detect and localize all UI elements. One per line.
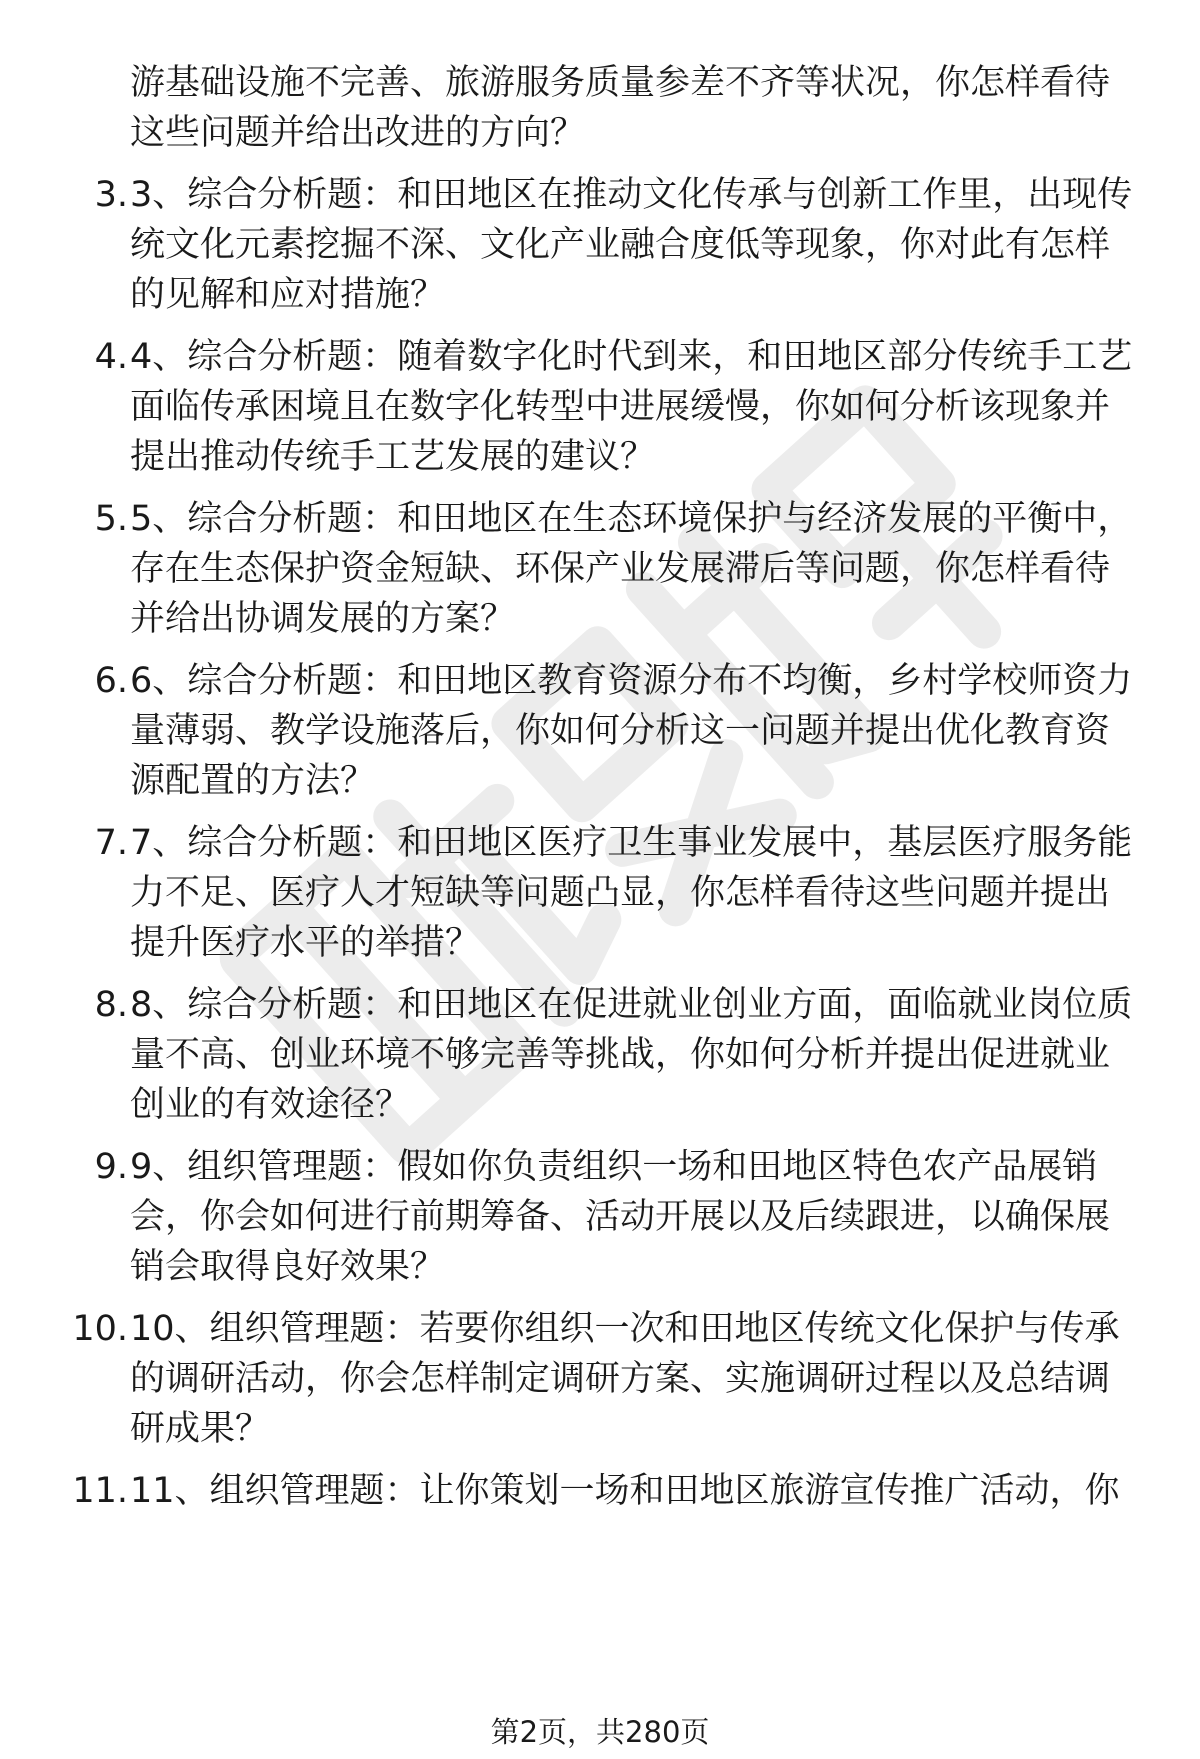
question-text: 8、综合分析题：和田地区在促进就业创业方面，面临就业岗位质量不高、创业环境不够完善等挑战，你如何分析并提出促进就业创业的有效途径？ [130,985,1133,1125]
question-text: 10、组织管理题：若要你组织一次和田地区传统文化保护与传承的调研活动，你会怎样制定调研方案、实施调研过程以及总结调研成果？ [130,1309,1120,1449]
page-footer: 第2页，共280页 [490,1715,710,1749]
question-text: 4、综合分析题：随着数字化时代到来，和田地区部分传统手工艺面临传承困境且在数字化转型中进展缓慢，你如何分析该现象并提出推动传统手工艺发展的建议？ [130,337,1133,477]
question-text: 7、综合分析题：和田地区医疗卫生事业发展中，基层医疗服务能力不足、医疗人才短缺等问题凸显，你怎样看待这些问题并提出提升医疗水平的举措？ [130,823,1133,963]
question-number: 3. [94,175,128,215]
question-number: 4. [94,337,128,377]
question-text: 6、综合分析题：和田地区教育资源分布不均衡，乡村学校师资力量薄弱、教学设施落后，你如何分析这一问题并提出优化教育资源配置的方法？ [130,661,1133,801]
question-text: 9、组织管理题：假如你负责组织一场和田地区特色农产品展销会，你会如何进行前期筹备、活动开展以及后续跟进，以确保展销会取得良好效果？ [130,1147,1111,1287]
question-number: 8. [94,985,128,1025]
question-continuation-text: 游基础设施不完善、旅游服务质量参差不齐等状况，你怎样看待这些问题并给出改进的方向？ [130,63,1111,153]
question-text: 11、组织管理题：让你策划一场和田地区旅游宣传推广活动，你 [130,1471,1120,1511]
question-number: 6. [94,661,128,701]
question-number: 9. [94,1147,128,1187]
question-text: 3、综合分析题：和田地区在推动文化传承与创新工作里，出现传统文化元素挖掘不深、文化产业融合度低等现象，你对此有怎样的见解和应对措施？ [130,175,1133,315]
question-number: 11. [72,1471,128,1511]
question-number: 5. [94,499,128,539]
question-number: 7. [94,823,128,863]
question-number: 10. [72,1309,128,1349]
question-text: 5、综合分析题：和田地区在生态环境保护与经济发展的平衡中，存在生态保护资金短缺、环保产业发展滞后等问题，你怎样看待并给出协调发展的方案？ [130,499,1133,639]
